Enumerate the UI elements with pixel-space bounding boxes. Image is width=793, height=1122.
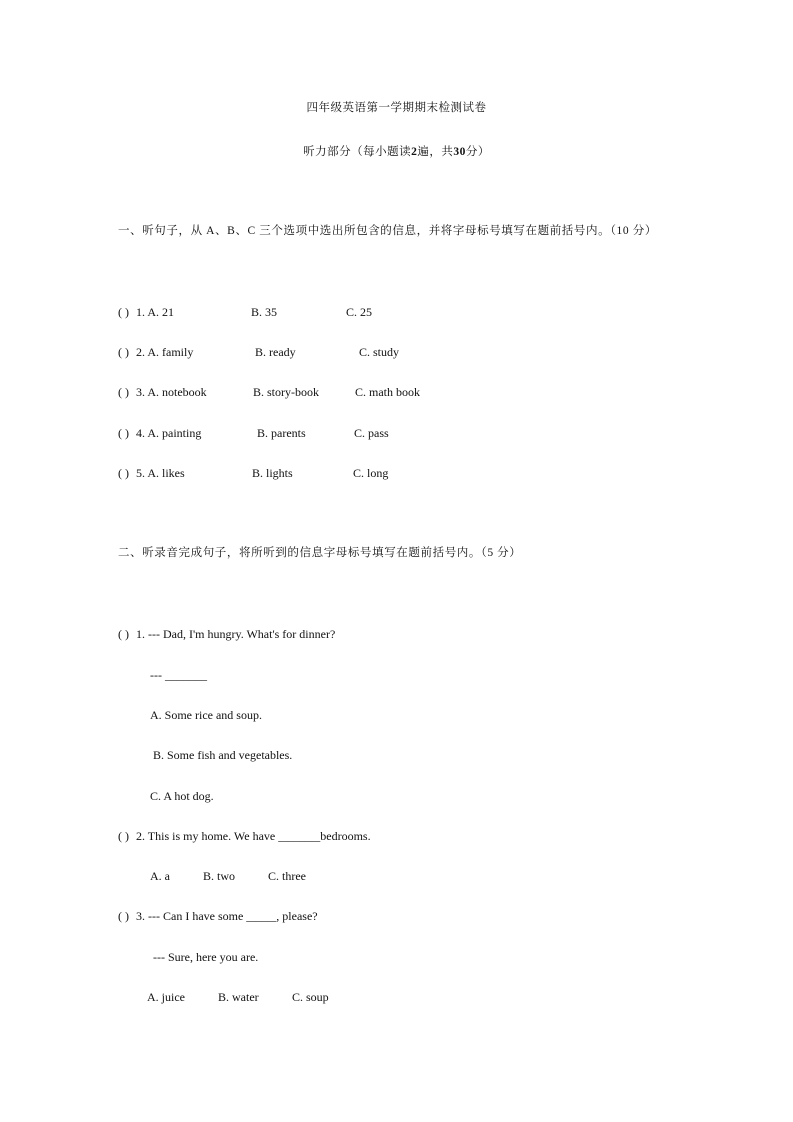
question-option-c: C. soup bbox=[292, 990, 329, 1004]
answer-bracket[interactable]: ( ) bbox=[118, 627, 129, 641]
question-option-c: C. 25 bbox=[346, 305, 373, 319]
question-option-c: C. long bbox=[353, 466, 389, 480]
answer-bracket[interactable]: ( ) bbox=[118, 385, 129, 399]
page-subtitle bbox=[0, 143, 793, 159]
answer-bracket[interactable]: ( ) bbox=[118, 426, 129, 440]
question-option-a: 5. A. likes bbox=[136, 466, 185, 480]
question-option-c: C. pass bbox=[354, 426, 389, 440]
question-option-a: A. Some rice and soup. bbox=[150, 708, 262, 722]
question-reply: --- Sure, here you are. bbox=[153, 950, 259, 964]
question-text: 2. This is my home. We have _______bedrooms. bbox=[136, 829, 371, 843]
question-option-b: B. water bbox=[218, 990, 259, 1004]
subtitle-times: 2 bbox=[411, 146, 418, 158]
question-text: 1. --- Dad, I'm hungry. What's for dinner? bbox=[136, 627, 336, 641]
answer-bracket[interactable]: ( ) bbox=[118, 829, 129, 843]
question-option-b: B. two bbox=[203, 869, 236, 883]
question-option-a: 4. A. painting bbox=[136, 426, 202, 440]
subtitle-mid: 遍，共 bbox=[417, 146, 454, 158]
question-option-a: 1. A. 21 bbox=[136, 305, 175, 319]
question-option-b: B. story-book bbox=[253, 385, 319, 399]
page-title: 四年级英语第一学期期末检测试卷 bbox=[306, 102, 487, 114]
answer-bracket[interactable]: ( ) bbox=[118, 345, 129, 359]
question-text: 3. --- Can I have some _____, please? bbox=[136, 909, 318, 923]
question-option-a: A. a bbox=[150, 869, 170, 883]
subtitle-points: 30 bbox=[453, 146, 466, 158]
question-option-b: B. 35 bbox=[251, 305, 278, 319]
question-option-a: 3. A. notebook bbox=[136, 385, 207, 399]
question-option-c: C. math book bbox=[355, 385, 420, 399]
question-option-c: C. three bbox=[268, 869, 306, 883]
subtitle-prefix: 听力部分（每小题读 bbox=[303, 146, 412, 158]
answer-line: --- _______ bbox=[150, 668, 207, 682]
answer-bracket[interactable]: ( ) bbox=[118, 466, 129, 480]
section2-instruction: 二、听录音完成句子，将所听到的信息字母标号填写在题前括号内。（5 分） bbox=[118, 547, 522, 559]
question-option-b: B. parents bbox=[257, 426, 306, 440]
question-option-b: B. ready bbox=[255, 345, 296, 359]
question-option-c: C. A hot dog. bbox=[150, 789, 214, 803]
question-option-a: 2. A. family bbox=[136, 345, 194, 359]
question-option-b: B. lights bbox=[252, 466, 293, 480]
question-option-c: C. study bbox=[359, 345, 400, 359]
section1-instruction: 一、听句子，从 A、B、C 三个选项中选出所包含的信息，并将字母标号填写在题前括号内。（10 分） bbox=[118, 225, 657, 237]
subtitle-suffix: 分） bbox=[465, 146, 490, 158]
question-option-b: B. Some fish and vegetables. bbox=[153, 748, 293, 762]
question-option-a: A. juice bbox=[147, 990, 185, 1004]
answer-bracket[interactable]: ( ) bbox=[118, 305, 129, 319]
answer-bracket[interactable]: ( ) bbox=[118, 909, 129, 923]
